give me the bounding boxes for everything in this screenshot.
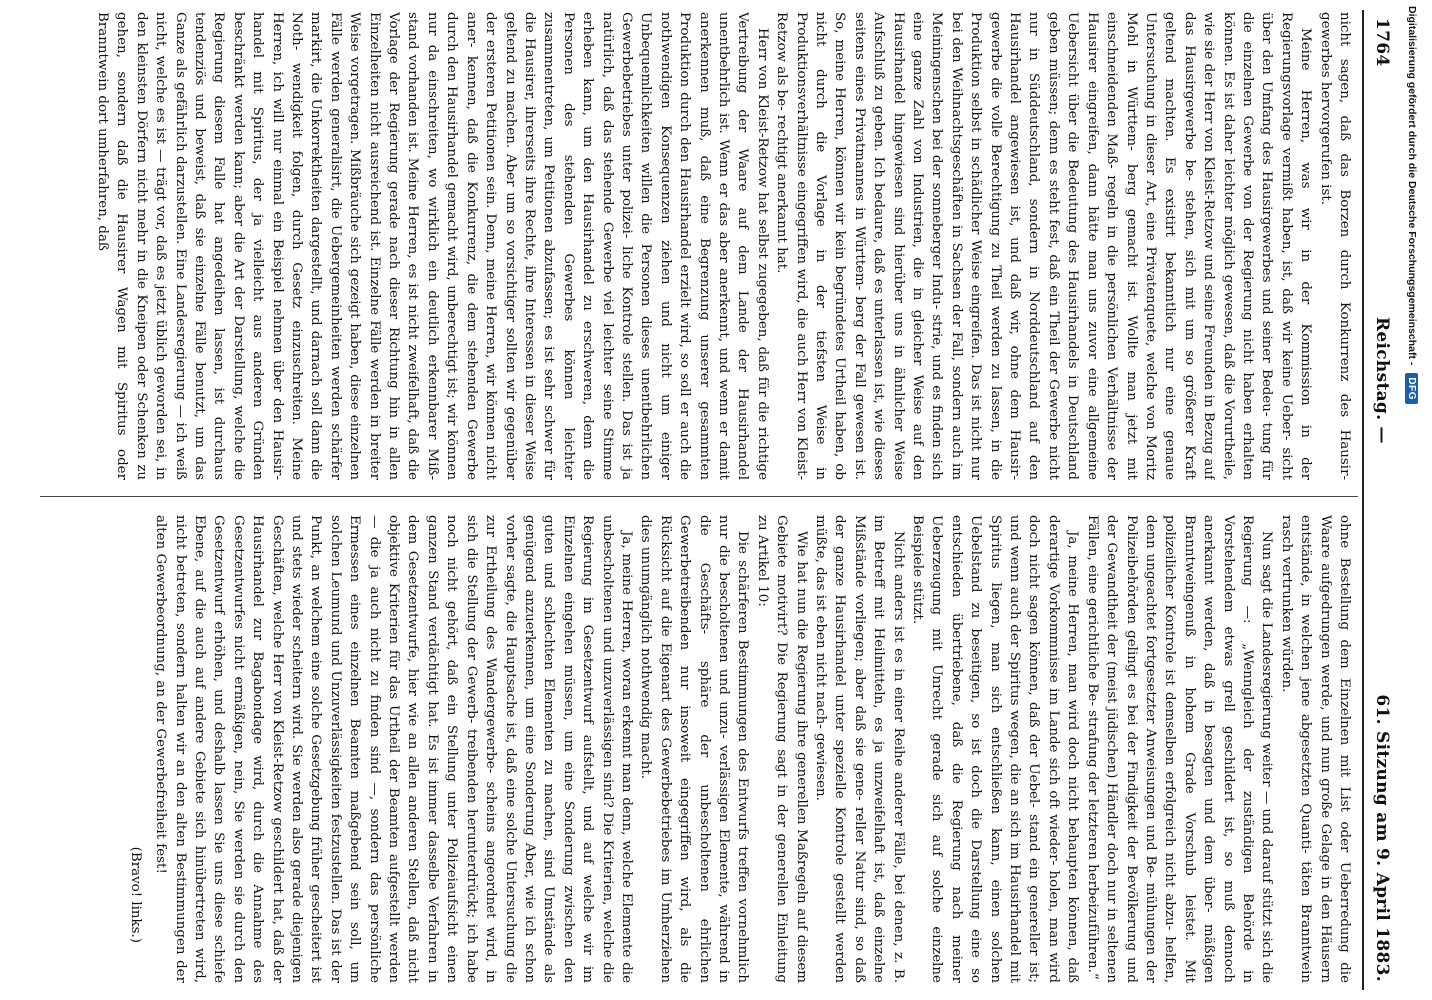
paragraph: Nun sagt die Landesregierung weiter — und darauf stützt sich die Regierung —: „Wenngleich der zuständigen Behörde in Vorstehendem etwas grell geschildert ist, so muß dennoch anerkannt werden, daß in besagten und dem über- mäßigen Branntweingenuß in hohem Grade Vorschub leistet. Mit polizeilicher Kontrole ist demselben erfolgreich nicht abzu- helfen, denn ungeachtet fortgesetzter Anweisungen und Be- mühungen der Polizeibehörden gelingt es bei der Findigkeit der Bevölkerung und der Gewandtheit der (meist jüdischen) Händler doch nur in seltenen Fällen, eine gerichtliche Be- strafung der letzteren herbeizuführen.“	[1084, 515, 1275, 983]
text-column-left	[30, 12, 1354, 480]
column-divider	[40, 496, 1358, 497]
paragraph: Wie hat nun die Regierung ihre generellen Maßregeln auf diesem Gebiete motivirt? Die Regierung sagt in der generellen Einleitung zu Artikel 10:	[754, 515, 809, 983]
session-title: 61. Sitzung am 9. April 1883.	[1372, 694, 1392, 982]
applause-note: (Bravo! links.)	[127, 846, 143, 943]
paragraph: nicht sagen, daß das Borzen durch Konkurrenz des Hausir- gewerbes hervorgerufen ist.	[1317, 12, 1352, 480]
paragraph: Nicht anders ist es in einer Reihe anderer Fälle, bei denen, z. B. im Betreff mit Heilmitteln, es ja unzweifelhaft ist, daß einzelne Mißstände vorliegen; aber daß sie gene- reller Natur sind, so daß der ganze Hausirhandel unter spezielle Kontrole gestellt werden müßte, das ist eben nicht nach- gewiesen.	[813, 515, 906, 983]
header-rule	[1362, 10, 1364, 990]
publication-title: Reichstag. —	[1372, 316, 1392, 444]
text-column-right	[30, 515, 1354, 983]
paragraph: Meine Herren, was wir in der Kommission in der Regierungsvorlage vermißt haben, ist, daß wir keine Ueber- sicht über den Umfang des Hausirgewerbes und seiner Bedeu- tung für die einzelnen Gewerbe von der Regierung nicht haben erhalten können. Es ist daher leichter möglich gewesen, daß die Vorurtheile, wie sie der Herr von Kleist-Retzow und seine Freunden in Bezug auf das Hausirgewerbe be- stehen, sich mit um so größerer Kraft geltend machten. Es existirt bekanntlich nur eine genaue Untersuchung in dieser Art, eine Privatenquete, welche von Moritz Mohl in Württem- berg gemacht ist. Wollte man jetzt mit einschneidenden Maß- regeln in die persönlichen Verhältnisse der Hausirer eingreifen, dann hätte man uns zuvor eine allgemeine Uebersicht über die Bedeutung des Hausirhandels in Deutschland geben müssen; denn es steht fest, daß ein Theil der Gewerbe nicht nur in Süddeutschland, sondern in Norddeutschland auf den Hausirhandel angewiesen ist, und daß wir, ohne dem Hausir- gewerbe die volle Berechtigung zu Theil werden zu lassen, in die Produktion selbst in schädlicher Weise eingreifen. Das ist nicht nur bei den Weihnachtsgeschäften in Sachsen der Fall, sondern auch im Meiningenschen bei der sonneberger Indu- strie, und es finden sich eine ganze Zahl von Industrien, die in gleicher Weise auf den Hausirhandel hingewiesen sind hierüber uns in ähnlicher Weise Aufschluß zu geben. Ich bedaure, daß es unterlassen ist, wie dieses seitens eines Privatmannes in Württem- berg der Fall gewesen ist. So, meine Herren, können wir kein begründetes Urtheil haben, ob nicht durch die Vorlage in der tiefsten Weise in Produktionsverhältnisse eingegriffen wird, die auch Herr von Kleist-Retzow als be- rechtigt anerkannt hat.	[774, 12, 1314, 480]
paragraph: ohne Bestellung dem Einzelnen mit List oder Ueberredung die Waare aufgedrungen werde, und nun große Gelage in den Häusern entstände, in welchen jene abgesetzten Quanti- täten Branntwein rasch vertrunken würden.	[1278, 515, 1352, 983]
paragraph: Ja, meine Herren, woran erkennt man denn, welche Elemente die unbescholtenen und unzuverlässigen sind? Die Kriterien, welche die Regierung im Gesetzentwurf aufstellt, und auf welche wir im Einzelnen eingehen müssen, um eine Sonderung zwischen den guten und schlechten Elementen zu machen, sind Umstände als genügend anzuerkennen, um eine Sonderung Aber, wie ich schon vorher sagte, die Hauptsache ist, daß eine solche Untersuchung die zur Ertheilung des Wandergewerbe- scheins angeordnet wird, in sich die Stellung der Gewerb- treibenden herunterdrückt; ich habe noch nicht gehört, daß ein Stellung unter Polizeiaufsicht einen ganzen Stand verdächtigt hat. Es ist immer dasselbe Verfahren in dem Gesetzentwurfe, hier wie an allen anderen Stellen, daß nicht objektive Kriterien für das Urtheil der Beamten aufgestellt werden — die ja auch nicht zu finden sind —, sondern das persönliche Ermessen eines einzelnen Beamten maßgebend sein soll, um solchen Leumund und Unzuverlässigkeiten festzustellen. Das ist der Punkt, an welchem eine solche Gesetzgebung früher gescheitert ist und stets wieder scheitern wird. Sie werden also gerade diejenigen Geschäften, welche Herr von Kleist-Retzow geschildert hat, daß der Hausirhandel zur Bagabondage wird, durch die Annahme des Gesetzentwurfes nicht ermäßigen, nein, Sie werden sie durch den Gesetzentwurf erhöhen, und deshalb lassen Sie uns diese schiefe Ebene, auf die auch auf andere Gebiete sich hinübertreten wird, nicht betreten, sondern halten wir an den alten Bestimmungen der alten Gewerbeordnung, an der Gewerbefreiheit fest!	[153, 515, 634, 983]
paragraph: Herr von Kleist-Retzow hat selbst zugegeben, daß für die richtige Vertreibung der Waare auf dem Lande der Hausirhandel unentbehrlich ist. Wenn er das aber anerkennt, und wenn er damit anerkennen muß, daß eine Begrenzung unserer gesammten Produktion durch den Hausirhandel erzielt wird, so soll er auch die nothwendigen Konsequenzen ziehen und nicht um einiger Unbequemlichkeiten willen die Personen dieses unentbehrlichen Gewerbebetriebes unter polizei- liche Kontrole stellen. Das ist ja natürlich, daß das stehende Gewerbe viel leichter seine Stimme erheben kann, um den Hausirhandel zu erschweren, denn die Personen des stehenden Gewerbes können leichter zusammentreten, um Petitionen abzufassen; es ist sehr schwer für die Hausirer, ihrerseits ihre Rechte, ihre Interessen in dieser Weise geltend zu machen. Aber um so vorsichtiger sollten wir gegenüber der ersteren Petitionen sein. Denn, meine Herren, wir können nicht aner- kennen, daß die Konkurrenz, die dem stehenden Gewerbe durch den Hausirhandel gemacht wird, unberechtigt ist; wir können nur da einschreiten, wo wirklich ein deutlich erkennbarer Miß- stand vorhanden ist. Meine Herren, es ist nicht zweifelhaft, daß die Vorlage der Regierung gerade nach dieser Richtung hin in allen Einzelheiten nicht ausreichend ist. Einzelne Fälle werden in breiter Weise vorgetragen. Mißbräuche sich gezeigt haben, diese einzelnen Fälle werden generalisirt, die Uebergemeinheiten werden schärfer markirt, die Unkorrektheiten dargestellt, und darnach soll dann die Noth- wendigkeit folgen, durch Gesetz einzuschreiten. Meine Herren, ich will nur einmal ein Beispiel nehmen über den Hausir- handel mit Spiritus, der ja vielleicht aus anderen Gründen beschränkt werden kann; aber die Art der Darstellung, welche die Regierung diesem Falle hat angedeihen lassen, ist durchaus tendenziös und beweist, daß sie einzelne Fälle benutzt, um das Ganze als gefährlich darzustellen. Eine Landesregierung — ich weiß nicht, welche es ist — trägt vor, daß es jetzt üblich geworden sei, in den kleinsten Dörfern nicht mehr in die Kneipen oder Schenken zu gehen, sondern daß die Hausirer Wagen mit Spiritus oder Branntwein dort umherfahren, daß	[95, 12, 770, 480]
digitization-stamp	[1404, 0, 1432, 1000]
page-number: 1764	[1372, 18, 1392, 67]
quoted-paragraph: Die schärferen Bestimmungen des Entwurfs treffen vornehmlich nur die bescholtenen und unzu- verlässigen Elemente, während in die Geschäfts- sphäre der unbescholtenen ehrlichen Gewerbetreibenden nur insoweit eingegriffen wird, als die Rücksicht auf die Eigenart des Gewerbebetriebes im Umherziehen dies unumgänglich nothwendig macht.	[638, 515, 751, 983]
paragraph: Ja, meine Herren, man wird doch nicht behaupten können, daß derartige Vorkommnisse im Lande sich oft wieder- holen, man wird doch nicht sagen können, daß der Uebel- stand ein genereller ist; und wenn auch der Spiritus wegen, die an sich im Hausirhandel mit Spiritus liegen, man sich entschließen kann, einen solchen Uebelstand zu beseitigen, so ist doch die Darstellung eine so entschieden übertriebene, daß die Regierung nach meiner Ueberzeugung mit Unrecht gerade sich auf solche einzelne Beispiele stützt.	[910, 515, 1081, 983]
stamp-text: Digitalisierung gefördert durch die Deutsche Forschungsgemeinschaft -	[1406, 6, 1418, 366]
page-header	[1368, 18, 1396, 982]
dfg-logo-icon: DFG	[1406, 373, 1419, 404]
